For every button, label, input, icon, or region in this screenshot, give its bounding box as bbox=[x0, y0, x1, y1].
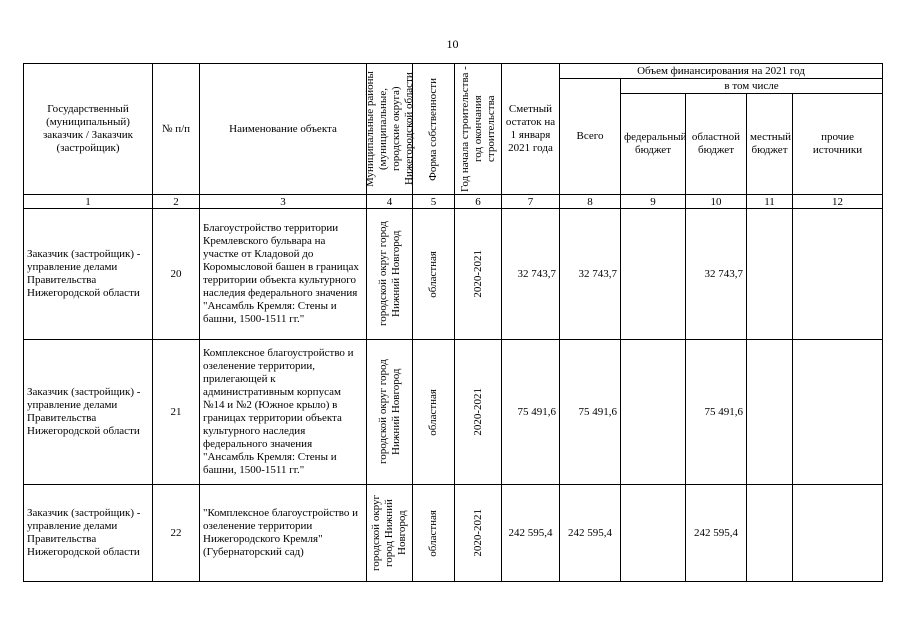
header-district: Муниципальные районы (муниципальные, городские округа) Нижегородской области bbox=[363, 71, 415, 187]
other-cell bbox=[793, 340, 883, 485]
balance-cell: 32 743,7 bbox=[502, 209, 560, 340]
header-other: прочие источники bbox=[793, 94, 883, 195]
header-total: Всего bbox=[560, 79, 621, 195]
other-cell bbox=[793, 485, 883, 582]
district-cell: городской округ город Нижний Новгород bbox=[376, 221, 402, 327]
num-cell: 22 bbox=[153, 485, 200, 582]
customer-cell: Заказчик (застройщик) - управление делами Правительства Нижегородской области bbox=[24, 340, 153, 485]
local-cell bbox=[747, 340, 793, 485]
regional-cell: 242 595,4 bbox=[686, 485, 747, 582]
table-row bbox=[24, 485, 883, 582]
customer-cell: Заказчик (застройщик) - управление делами Правительства Нижегородской области bbox=[24, 209, 153, 340]
header-ownership: Форма собственности bbox=[427, 77, 439, 181]
column-number: 4 bbox=[367, 195, 413, 209]
column-number: 8 bbox=[560, 195, 621, 209]
years-cell: 2020-2021 bbox=[471, 250, 484, 298]
header-including: в том числе bbox=[621, 79, 883, 94]
column-number: 9 bbox=[621, 195, 686, 209]
district-cell: городской округ город Нижний Новгород bbox=[376, 359, 402, 465]
header-num: № п/п bbox=[153, 64, 200, 195]
ownership-cell: областная bbox=[427, 509, 439, 557]
column-number: 12 bbox=[793, 195, 883, 209]
total-cell: 242 595,4 bbox=[560, 485, 621, 582]
regional-cell: 75 491,6 bbox=[686, 340, 747, 485]
header-object-name: Наименование объекта bbox=[200, 64, 367, 195]
header-row-1 bbox=[24, 64, 883, 79]
header-years: Год начала строительства - год окончания строительства bbox=[458, 66, 497, 192]
column-number: 3 bbox=[200, 195, 367, 209]
federal-cell bbox=[621, 209, 686, 340]
column-number: 5 bbox=[413, 195, 455, 209]
header-balance: Сметный остаток на 1 января 2021 года bbox=[502, 64, 560, 195]
num-cell: 20 bbox=[153, 209, 200, 340]
column-number-row bbox=[24, 195, 883, 209]
header-local: местный бюджет bbox=[747, 94, 793, 195]
header-regional: областной бюджет bbox=[686, 94, 747, 195]
column-number: 1 bbox=[24, 195, 153, 209]
column-number: 2 bbox=[153, 195, 200, 209]
column-number: 7 bbox=[502, 195, 560, 209]
table-row bbox=[24, 209, 883, 340]
total-cell: 32 743,7 bbox=[560, 209, 621, 340]
years-cell: 2020-2021 bbox=[471, 388, 484, 436]
other-cell bbox=[793, 209, 883, 340]
column-number: 6 bbox=[455, 195, 502, 209]
object-name-cell: "Комплексное благоустройство и озеленение территории Нижегородского Кремля" (Губернаторский сад) bbox=[200, 485, 367, 582]
financing-table bbox=[23, 63, 883, 582]
ownership-cell: областная bbox=[427, 250, 439, 298]
local-cell bbox=[747, 485, 793, 582]
balance-cell: 75 491,6 bbox=[502, 340, 560, 485]
column-number: 11 bbox=[747, 195, 793, 209]
ownership-cell: областная bbox=[427, 388, 439, 436]
years-cell: 2020-2021 bbox=[471, 509, 484, 557]
page-number: 10 bbox=[446, 37, 459, 51]
header-federal: федеральный бюджет bbox=[621, 94, 686, 195]
federal-cell bbox=[621, 485, 686, 582]
object-name-cell: Комплексное благоустройство и озеленение территории, прилегающей к административным корпусам №14 и №2 (Южное крыло) в границах территории объекта культурного наследия федерального значения "Ансамбль Кремля: Стены и башни, 1500-1511 гг." bbox=[200, 340, 367, 485]
object-name-cell: Благоустройство территории Кремлевского бульвара на участке от Кладовой до Коромысловой башен в границах территории объекта культурного наследия федерального значения "Ансамбль Кремля: Стены и башни, 1500-1511 гг." bbox=[200, 209, 367, 340]
local-cell bbox=[747, 209, 793, 340]
header-financing-group: Объем финансирования на 2021 год bbox=[560, 64, 883, 79]
balance-cell: 242 595,4 bbox=[502, 485, 560, 582]
column-number: 10 bbox=[686, 195, 747, 209]
total-cell: 75 491,6 bbox=[560, 340, 621, 485]
customer-cell: Заказчик (застройщик) - управление делами Правительства Нижегородской области bbox=[24, 485, 153, 582]
table-row bbox=[24, 340, 883, 485]
federal-cell bbox=[621, 340, 686, 485]
header-customer: Государственный (муниципальный) заказчик / Заказчик (застройщик) bbox=[24, 64, 153, 195]
district-cell: городской округ город Нижний Новгород bbox=[370, 494, 408, 572]
num-cell: 21 bbox=[153, 340, 200, 485]
regional-cell: 32 743,7 bbox=[686, 209, 747, 340]
